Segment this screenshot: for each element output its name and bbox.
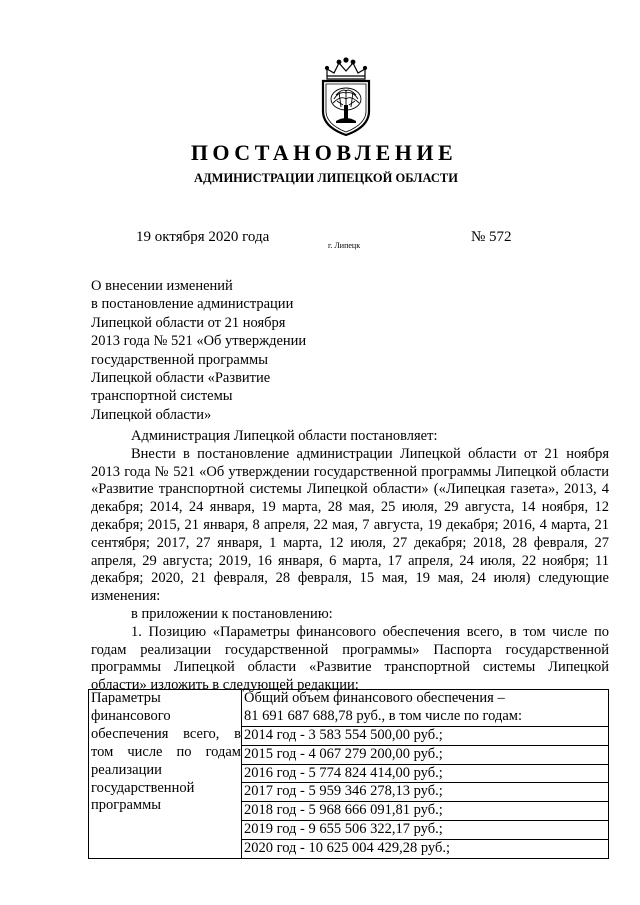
- document-city: г. Липецк: [328, 241, 361, 250]
- subject-line: Липецкой области «Развитие: [91, 370, 271, 387]
- parameter-line: реализации: [91, 761, 162, 778]
- body-paragraph: 1. Позицию «Параметры финансового обеспечения всего, в том числе по годам реализации государственной программы» Паспорта государственной программы Липецкой области «Развитие транспортной системы Липецкой области» изложить в следующей редакции:: [91, 623, 609, 694]
- document-subtitle: АДМИНИСТРАЦИИ ЛИПЕЦКОЙ ОБЛАСТИ: [194, 171, 458, 185]
- parameter-line: обеспечения всего, в: [91, 725, 241, 742]
- parameter-line: том числе по годам: [91, 743, 241, 760]
- value-line: 2020 год - 10 625 004 429,28 руб.;: [244, 840, 451, 857]
- parameter-line: государственной: [91, 779, 195, 796]
- parameter-line: финансового: [91, 707, 171, 724]
- table-row: [89, 690, 609, 859]
- lipetsk-coat-of-arms-icon: [319, 55, 373, 137]
- financing-table: [88, 689, 609, 859]
- parameter-line: Параметры: [91, 690, 161, 706]
- body-intro: Администрация Липецкой области постановляет:: [131, 428, 438, 444]
- document-subject: [91, 277, 306, 424]
- document-number: № 572: [471, 229, 512, 245]
- body-paragraph: Внести в постановление администрации Липецкой области от 21 ноября 2013 года № 521 «Об утверждении государственной программы Липецкой области «Развитие транспортной системы Липецкой области» («Липецкая газета», 2013, 4 декабря; 2014, 24 января, 19 марта, 28 мая, 25 июля, 29 августа, 14 ноября, 12 декабря; 2015, 21 января, 8 апреля, 22 мая, 7 августа, 19 декабря; 2016, 4 марта, 21 сентября; 2017, 27 января, 1 марта, 12 июля, 27 декабря; 2018, 28 февраля, 27 апреля, 29 августа; 2019, 16 января, 6 марта, 17 апреля, 24 июля, 22 ноября; 11 декабря; 2020, 21 февраля, 28 февраля, 15 мая, 19 мая, 24 июля) следующие изменения:: [91, 445, 609, 605]
- value-line: 2016 год - 5 774 824 414,00 руб.;: [242, 765, 608, 784]
- value-line: 2019 год - 9 655 506 322,17 руб.;: [242, 821, 608, 840]
- value-line: 2014 год - 3 583 554 500,00 руб.;: [242, 727, 608, 746]
- document-date: 19 октября 2020 года: [136, 229, 270, 245]
- table-cell-values: [242, 690, 609, 859]
- subject-line: 2013 года № 521 «Об утверждении: [91, 333, 307, 350]
- body-paragraph: в приложении к постановлению:: [131, 605, 333, 622]
- subject-line: в постановление администрации: [91, 296, 294, 313]
- value-line: 2015 год - 4 067 279 200,00 руб.;: [242, 746, 608, 765]
- value-line: 2018 год - 5 968 666 091,81 руб.;: [242, 802, 608, 821]
- subject-line: государственной программы: [91, 351, 268, 368]
- subject-line: Липецкой области от 21 ноября: [91, 314, 286, 331]
- subject-line: О внесении изменений: [91, 278, 233, 294]
- subject-line: транспортной системы: [91, 388, 233, 405]
- value-line: 2017 год - 5 959 346 278,13 руб.;: [242, 783, 608, 802]
- table-cell-parameter: [89, 690, 242, 859]
- value-line: 81 691 687 688,78 руб., в том числе по годам:: [242, 708, 608, 727]
- value-line: Общий объем финансового обеспечения –: [244, 690, 505, 706]
- parameter-line: программы: [91, 797, 161, 814]
- subject-line: Липецкой области»: [91, 406, 212, 423]
- document-title: ПОСТАНОВЛЕНИЕ: [190, 140, 458, 165]
- document-body: [91, 428, 609, 695]
